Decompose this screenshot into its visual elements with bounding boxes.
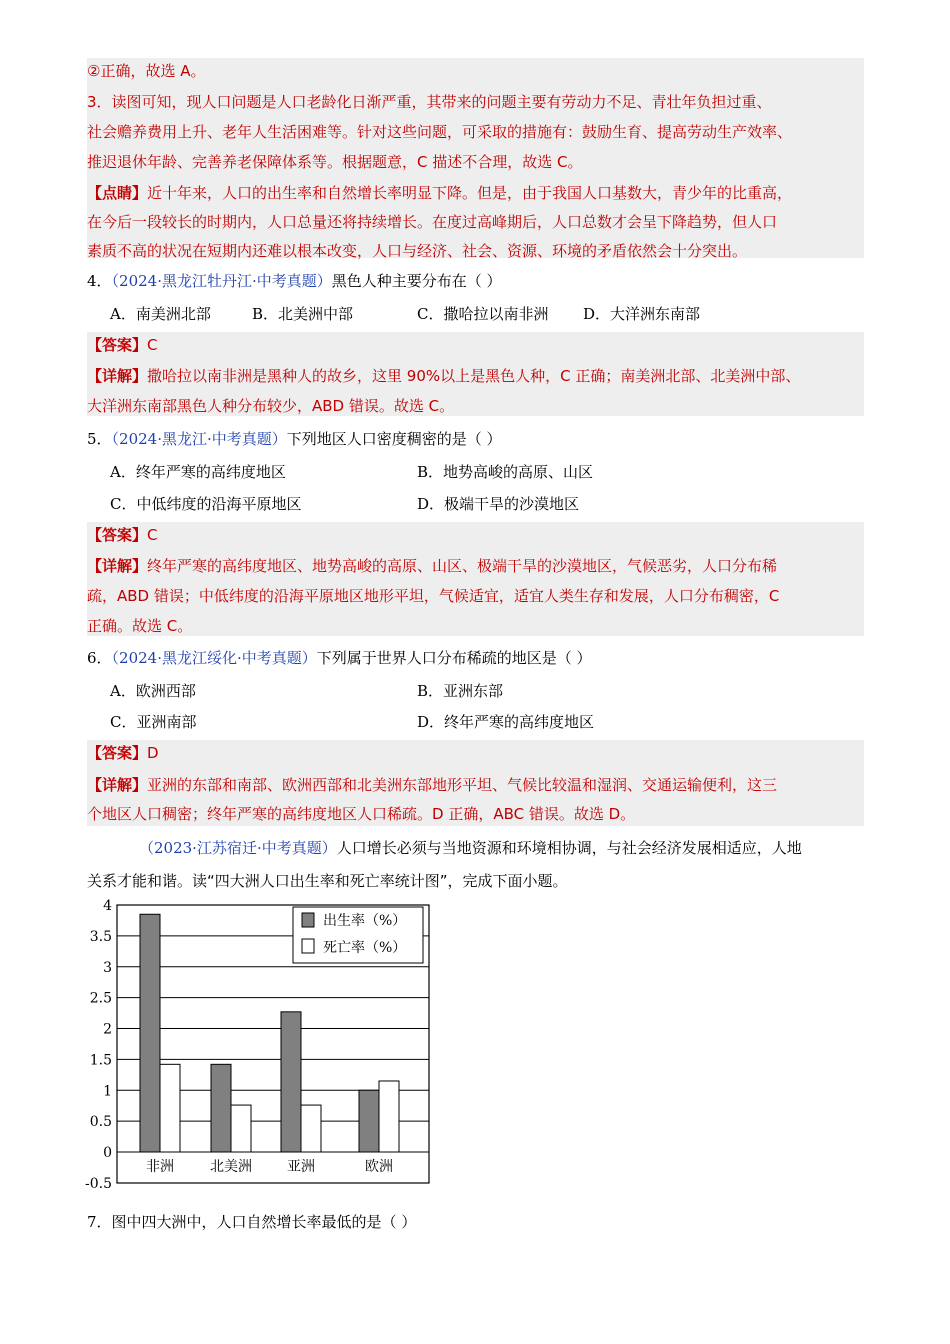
x-tick-label: 欧洲 [365,1159,393,1175]
q6-stem [87,648,592,668]
y-tick-label: 3.5 [89,928,112,945]
q4-stem-text: 黑色人种主要分布在（ ） [331,272,502,290]
q5-option-c: C．中低纬度的沿海平原地区 [110,495,302,513]
legend-swatch-death [302,939,314,953]
q6-answer [87,743,159,763]
q5-detail-line2: 疏，ABD 错误；中低纬度的沿海平原地区地形平坦，气候适宜，适宜人类生存和发展，人口分布稠密，C [87,587,780,605]
y-tick-label: 1.5 [89,1052,112,1069]
x-tick-label: 非洲 [146,1159,174,1175]
q5-answer [87,525,158,545]
q5-number: 5． [87,430,112,448]
q5-source: （2024·黑龙江·中考真题） [111,430,287,448]
q4-option-c: C．撒哈拉以南非洲 [417,305,549,323]
prev-answer-line: ②正确，故选 A。 [87,62,206,80]
q4-detail-text1: 撒哈拉以南非洲是黑种人的故乡，这里 90%以上是黑色人种，C 正确；南美洲北部、北美洲中部、 [147,367,801,385]
q5-answer-shade [87,522,864,636]
dianjing-label: 【点睛】 [87,184,148,202]
bar-death-rate [160,1064,180,1152]
q5-stem [87,429,502,449]
bar-death-rate [301,1105,321,1152]
q6-detail-line2: 个地区人口稠密；终年严寒的高纬度地区人口稀疏。D 正确，ABC 错误。故选 D。 [87,805,636,823]
legend-swatch-birth [302,913,314,927]
q6-detail-label: 【详解】 [87,776,148,794]
q5-option-a: A．终年严寒的高纬度地区 [110,463,286,481]
q4-detail-label: 【详解】 [87,367,148,385]
q4-option-d: D．大洋洲东南部 [583,305,701,323]
q4-detail-line1 [87,366,800,386]
bar-birth-rate [359,1090,379,1152]
y-tick-label: 3 [103,959,112,976]
legend-label-death: 死亡率（%） [323,940,407,956]
x-tick-label: 北美洲 [210,1159,252,1175]
q6-answer-value: D [147,744,159,762]
bar-death-rate [231,1105,251,1152]
q4-option-a: A．南美洲北部 [110,305,211,323]
q5-detail-line3: 正确。故选 C。 [87,617,193,635]
q4-stem [87,271,502,291]
y-tick-label: 1 [103,1083,112,1100]
q3-explanation-line3: 推迟退休年龄、完善养老保障体系等。根据题意，C 描述不合理，故选 C。 [87,153,583,171]
bar-birth-rate [211,1064,231,1152]
q6-option-b: B．亚洲东部 [417,682,504,700]
q4-answer-value: C [147,336,158,354]
q4-answer [87,335,158,355]
q3-explanation-line1: 3．读图可知，现人口问题是人口老龄化日渐严重，其带来的问题主要有劳动力不足、青壮年负担过重、 [87,93,772,111]
q5-option-b: B．地势高峻的高原、山区 [417,463,594,481]
q4-answer-label: 【答案】 [87,336,148,354]
intro-source: （2023·江苏宿迁·中考真题） [139,839,337,857]
q6-option-c: C．亚洲南部 [110,713,197,731]
q4-source: （2024·黑龙江牡丹江·中考真题） [111,272,332,290]
q5-stem-text: 下列地区人口密度稠密的是（ ） [286,430,502,448]
q6-number: 6． [87,649,112,667]
x-tick-label: 亚洲 [287,1159,315,1175]
chart-legend [293,907,423,963]
q6-detail-line1 [87,775,777,795]
q4-detail-line2: 大洋洲东南部黑色人种分布较少，ABD 错误。故选 C。 [87,397,455,415]
bar-birth-rate [140,914,160,1152]
q5-answer-label: 【答案】 [87,526,148,544]
y-tick-label: 0.5 [89,1114,112,1131]
dianjing-line3: 素质不高的状况在短期内还难以根本改变，人口与经济、社会、资源、环境的矛盾依然会十分突出。 [87,242,748,260]
y-tick-label: 2.5 [89,990,112,1007]
y-tick-label: 2 [103,1021,112,1038]
q7-stem: 7．图中四大洲中，人口自然增长率最低的是（ ） [87,1213,417,1231]
birth-death-rate-chart [82,895,442,1197]
intro-line1 [139,838,802,858]
dianjing-line1 [87,183,792,203]
y-tick-label: -0.5 [85,1175,112,1192]
y-tick-label: 0 [103,1145,112,1161]
q4-number: 4． [87,272,112,290]
q5-answer-value: C [147,526,158,544]
q4-option-b: B．北美洲中部 [252,305,354,323]
q6-answer-label: 【答案】 [87,744,148,762]
q5-detail-label: 【详解】 [87,557,148,575]
bar-birth-rate [281,1012,301,1152]
q5-option-d: D．极端干旱的沙漠地区 [417,495,580,513]
q6-detail-text1: 亚洲的东部和南部、欧洲西部和北美洲东部地形平坦、气候比较温和湿润、交通运输便利，这三 [147,776,778,794]
dianjing-line2: 在今后一段较长的时期内，人口总量还将持续增长。在度过高峰期后，人口总数才会呈下降趋势，但人口 [87,213,778,231]
intro-text1: 人口增长必须与当地资源和环境相协调，与社会经济发展相适应，人地 [336,839,802,857]
q6-option-a: A．欧洲西部 [110,682,196,700]
q3-explanation-line2: 社会赡养费用上升、老年人生活困难等。针对这些问题，可采取的措施有：鼓励生育、提高劳动生产效率、 [87,123,793,141]
bar-death-rate [379,1081,399,1152]
dianjing-text1: 近十年来，人口的出生率和自然增长率明显下降。但是，由于我国人口基数大，青少年的比重高， [147,184,793,202]
intro-line2: 关系才能和谐。读“四大洲人口出生率和死亡率统计图”，完成下面小题。 [87,872,568,890]
q6-source: （2024·黑龙江绥化·中考真题） [111,649,317,667]
q5-detail-line1 [87,556,777,576]
y-tick-label: 4 [103,898,112,914]
q6-stem-text: 下列属于世界人口分布稀疏的地区是（ ） [316,649,592,667]
y-tick-labels [85,898,112,1192]
q5-detail-text1: 终年严寒的高纬度地区、地势高峻的高原、山区、极端干旱的沙漠地区，气候恶劣，人口分布稀 [147,557,778,575]
q6-option-d: D．终年严寒的高纬度地区 [417,713,595,731]
legend-label-birth: 出生率（%） [323,913,407,929]
